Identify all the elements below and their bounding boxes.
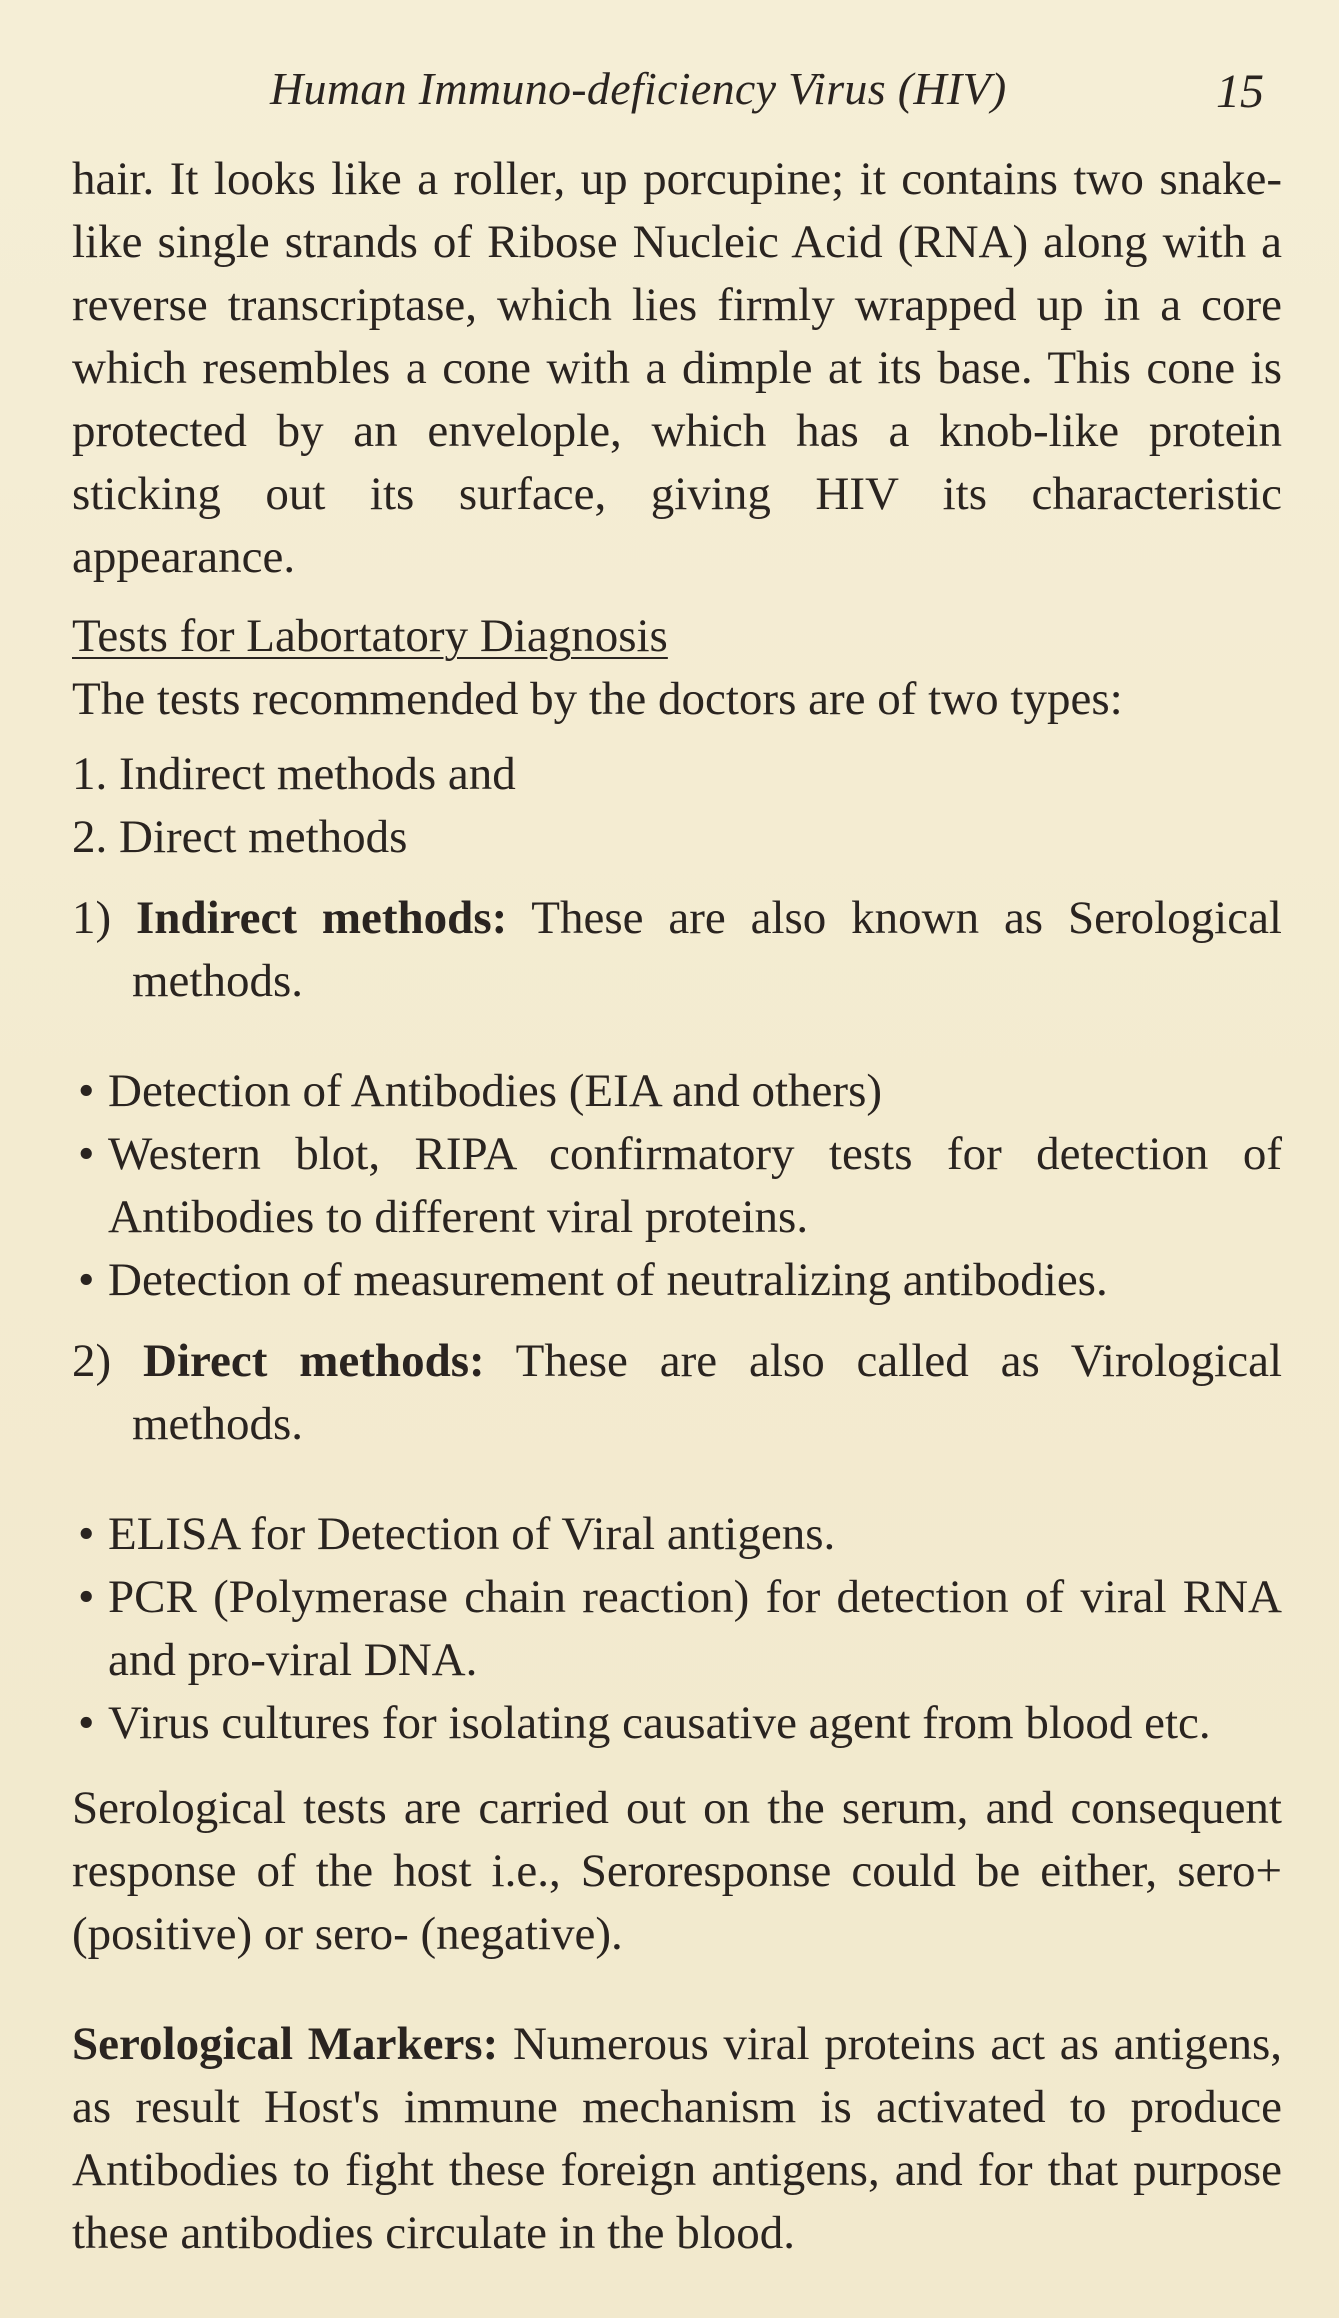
indirect-marker: 1) (72, 892, 112, 944)
page-number: 15 (1216, 65, 1264, 118)
running-head: Human Immuno-deficiency Virus (HIV) (270, 63, 1007, 114)
bullet-icon: • (78, 1254, 95, 1306)
section-heading: Tests for Labortatory Diagnosis (72, 610, 668, 662)
indirect-methods-lead: Indirect methods: (136, 892, 508, 944)
direct-methods-item (72, 1330, 1282, 1456)
bullet-icon: • (78, 1571, 95, 1623)
test-type-item: 1. Indirect methods and (72, 748, 516, 800)
direct-methods-lead: Direct methods: (143, 1335, 485, 1387)
tests-intro: The tests recommended by the doctors are of two types: (72, 673, 1123, 725)
direct-methods-text: These are also called as Virological methods. (132, 1335, 1282, 1450)
direct-bullets (72, 1503, 1282, 1755)
bullet-icon: • (78, 1508, 95, 1560)
direct-marker: 2) (72, 1335, 112, 1387)
serological-markers-paragraph (72, 2013, 1282, 2265)
list-item: • ELISA for Detection of Viral antigens. (72, 1503, 1282, 1566)
indirect-bullets (72, 1060, 1282, 1312)
list-item: • Detection of measurement of neutralizing antibodies. (72, 1249, 1282, 1312)
test-type-item: 2. Direct methods (72, 811, 408, 863)
serological-markers-text: Numerous viral proteins act as antigens, as result Host's immune mechanism is activated to produce Antibodies to fight these foreign antigens, and for that purpose these antibodies circulate in the blood. (72, 2018, 1282, 2259)
serological-markers-lead: Serological Markers: (72, 2018, 499, 2070)
serological-tests-paragraph: Serological tests are carried out on the serum, and consequent response of the host i.e., Seroresponse could be either, sero+ (positive) or sero- (negative). (72, 1782, 1282, 1960)
indirect-methods-text: These are also known as Serological methods. (132, 892, 1282, 1007)
page-body (72, 148, 1282, 2312)
test-types-list (72, 743, 1282, 869)
bullet-icon: • (78, 1128, 95, 1180)
indirect-methods-item (72, 887, 1282, 1013)
intro-paragraph: hair. It looks like a roller, up porcupine; it contains two snake-like single strands of Ribose Nucleic Acid (RNA) along with a reverse transcriptase, which lies firmly wrapped up in a core which resembles a cone with a dimple at its base. This cone is protected by an envelople, which has a knob-like protein sticking out its surface, giving HIV its characteristic appearance. (72, 153, 1282, 583)
bullet-icon: • (78, 1697, 95, 1749)
list-item: • PCR (Polymerase chain reaction) for detection of viral RNA and pro-viral DNA. (72, 1566, 1282, 1692)
list-item: • Virus cultures for isolating causative agent from blood etc. (72, 1692, 1282, 1755)
list-item: • Western blot, RIPA confirmatory tests for detection of Antibodies to different viral proteins. (72, 1123, 1282, 1249)
list-item: • Detection of Antibodies (EIA and others) (72, 1060, 1282, 1123)
bullet-icon: • (78, 1065, 95, 1117)
